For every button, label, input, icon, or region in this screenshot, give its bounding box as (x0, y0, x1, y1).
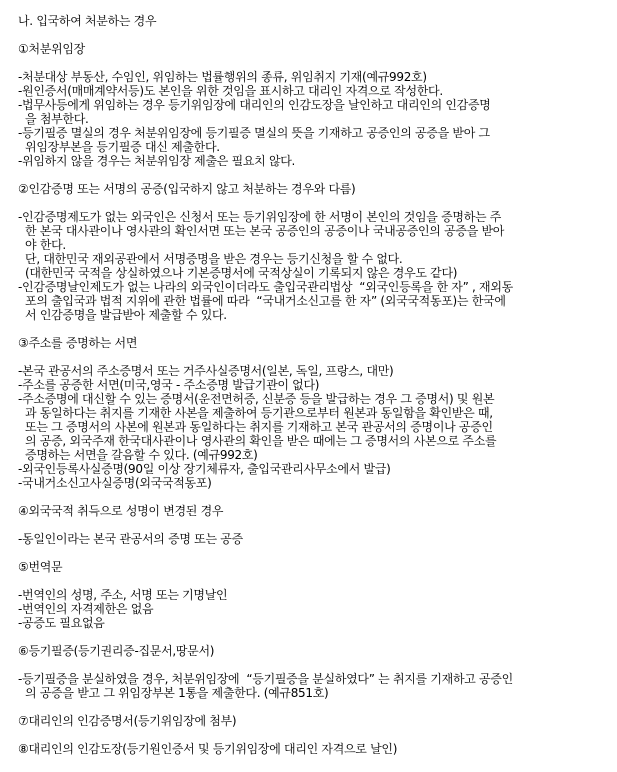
doc-line: (대한민국 국적을 상실하였으나 기본증명서에 국적상실이 기록되지 않은 경우도 같다) (18, 266, 458, 280)
doc-line: -처분대상 부동산, 수임인, 위임하는 법률행위의 종류, 위임취지 기재(예규992호) (18, 70, 427, 84)
section-1-heading: ①처분위임장 (18, 42, 85, 56)
doc-line: -주소증명에 대신할 수 있는 증명서(운전면허증, 신분증 등을 발급하는 경우 그 증명서) 및 원본 (18, 392, 495, 406)
doc-line: 한 본국 대사관이나 영사관의 확인서면 또는 본국 공증인의 공증이나 국내공증인의 공증을 받아 (18, 224, 505, 238)
section-8-agent-seal-stamp (18, 742, 613, 756)
section-3-heading: ③주소를 증명하는 서면 (18, 336, 138, 350)
section-3-address-proof (18, 336, 613, 490)
doc-line: 을 첨부한다. (18, 112, 89, 126)
doc-line: -동일인이라는 본국 관공서의 증명 또는 공증 (18, 532, 243, 546)
section-5-body (18, 588, 613, 630)
doc-line: -인감증명제도가 없는 외국인은 신청서 또는 등기위임장에 한 서명이 본인의 것임을 증명하는 주 (18, 210, 502, 224)
section-2-heading: ②인감증명 또는 서명의 공증(입국하지 않고 처분하는 경우와 다름) (18, 182, 356, 196)
doc-line: -등기필증을 분실하였을 경우, 처분위임장에 “등기필증을 분실하였다” 는 취지를 기재하고 공증인 (18, 672, 513, 686)
doc-line: 증명하는 서면을 갈음할 수 있다. (예규992호) (18, 448, 258, 462)
section-1-body (18, 70, 613, 168)
section-7-agent-seal-certificate (18, 714, 613, 728)
section-6-registration-certificate (18, 644, 613, 700)
doc-line: 의 공증, 외국주재 한국대사관이나 영사관의 확인을 받은 때에는 그 증명서의 사본으로 주소를 (18, 434, 497, 448)
doc-line: 단, 대한민국 재외공관에서 서명증명을 받은 경우는 등기신청을 할 수 없다. (18, 252, 403, 266)
section-8-heading: ⑧대리인의 인감도장(등기원인증서 및 등기위임장에 대리인 자격으로 날인) (18, 742, 398, 756)
section-6-heading: ⑥등기필증(등기권리증-집문서,땅문서) (18, 644, 215, 658)
document-title: 나. 입국하여 처분하는 경우 (18, 14, 157, 28)
doc-line: -위임하지 않을 경우는 처분위임장 제출은 필요치 않다. (18, 154, 296, 168)
doc-line: -외국인등록사실증명(90일 이상 장기체류자, 출입국관리사무소에서 발급) (18, 462, 391, 476)
section-2-seal-certificate (18, 182, 613, 322)
section-5-heading: ⑤번역문 (18, 560, 63, 574)
doc-line: -주소를 공증한 서면(미국,영국 - 주소증명 발급기관이 없다) (18, 378, 320, 392)
doc-line: 의 공증을 받고 그 위임장부본 1통을 제출한다. (예규851호) (18, 686, 329, 700)
doc-line: 서 인감증명을 발급받아 제출할 수 있다. (18, 308, 227, 322)
section-5-translation (18, 560, 613, 630)
doc-line: -본국 관공서의 주소증명서 또는 거주사실증명서(일본, 독일, 프랑스, 대만) (18, 364, 394, 378)
doc-line: -공증도 필요없음 (18, 616, 105, 630)
section-4-heading: ④외국국적 취득으로 성명이 변경된 경우 (18, 504, 224, 518)
doc-line: 포의 출입국과 법적 지위에 관한 법률에 따라 “국내거소신고를 한 자” (외국국적동포)는 한국에 (18, 294, 506, 308)
section-7-heading: ⑦대리인의 인감증명서(등기위임장에 첨부) (18, 714, 237, 728)
doc-line: -국내거소신고사실증명(외국국적동포) (18, 476, 212, 490)
section-4-name-change (18, 504, 613, 546)
doc-line: -원인증서(매매계약서등)도 본인을 위한 것임을 표시하고 대리인 자격으로 작성한다. (18, 84, 443, 98)
section-1-power-of-attorney (18, 42, 613, 168)
section-4-body (18, 532, 613, 546)
doc-line: -번역인의 자격제한은 없음 (18, 602, 154, 616)
doc-line: 또는 그 증명서의 사본에 원본과 동일하다는 취지를 기재하고 본국 관공서의 증명이나 공증인 (18, 420, 493, 434)
section-6-body (18, 672, 613, 700)
section-3-body (18, 364, 613, 490)
doc-line: -법무사등에게 위임하는 경우 등기위임장에 대리인의 인감도장을 날인하고 대리인의 인감증명 (18, 98, 491, 112)
doc-line: -번역인의 성명, 주소, 서명 또는 기명날인 (18, 588, 228, 602)
section-2-body (18, 210, 613, 322)
doc-line: 위임장부본을 등기필증 대신 제출한다. (18, 140, 220, 154)
doc-line: 과 동일하다는 취지를 기재한 사본을 제출하여 등기관으로부터 원본과 동일함을 확인받은 때, (18, 406, 493, 420)
doc-line: 야 한다. (18, 238, 66, 252)
doc-line: -인감증명날인제도가 없는 나라의 외국인이더라도 출입국관리법상 “외국인등록을 한 자” , 재외동 (18, 280, 513, 294)
doc-line: -등기필증 멸실의 경우 처분위임장에 등기필증 멸실의 뜻을 기재하고 공증인의 공증을 받아 그 (18, 126, 490, 140)
